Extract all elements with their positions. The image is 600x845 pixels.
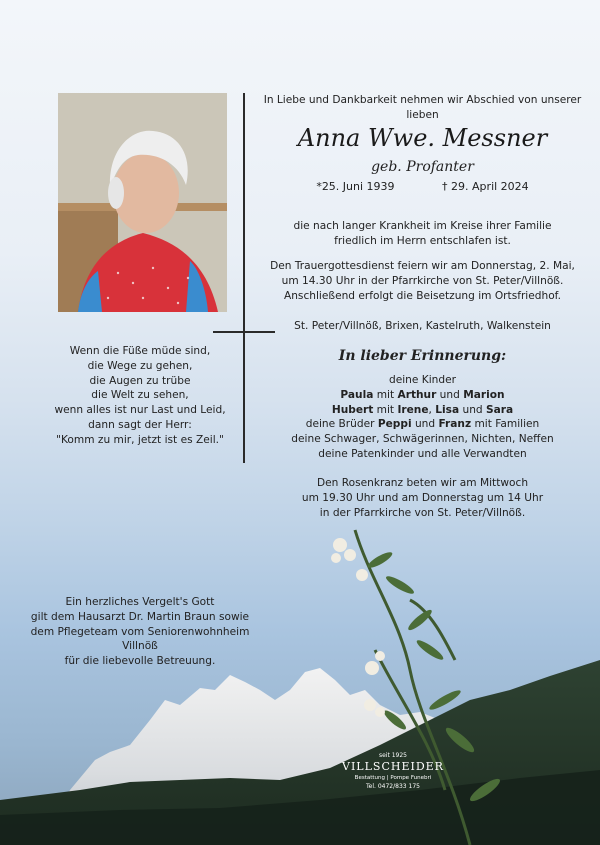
poem [40, 344, 240, 448]
mourners-line: Paula mit Arthur und Marion [340, 388, 505, 401]
passing-line: friedlich im Herrn entschlafen ist. [334, 234, 511, 247]
poem-line: die Welt zu sehen, [91, 389, 189, 402]
undertaker-logo [333, 752, 453, 791]
mourners-line: deine Schwager, Schwägerinnen, Nichten, Neffen [291, 433, 554, 446]
cross-vertical-bar [243, 93, 245, 463]
undertaker-sub: Bestattung | Pompe Funebri [354, 775, 432, 781]
undertaker-phone: Tel. 0472/833 175 [366, 783, 420, 790]
rosary-line: in der Pfarrkirche von St. Peter/Villnöß. [319, 506, 526, 519]
passing-text [250, 219, 595, 249]
rosary-line: um 19.30 Uhr und am Donnerstag um 14 Uhr [301, 491, 544, 504]
portrait-image [58, 93, 227, 312]
deceased-name: Anna Wwe. Messner [297, 124, 548, 152]
memory-heading: In lieber Erinnerung: [338, 348, 507, 364]
poem-line: Wenn die Füße müde sind, [69, 345, 211, 357]
places-text: St. Peter/Villnöß, Brixen, Kastelruth, Walkenstein [294, 320, 551, 332]
poem-line: dann sagt der Herr: [88, 418, 192, 431]
undertaker-est: seit 1925 [378, 752, 407, 759]
poem-line: wenn alles ist nur Last und Leid, [54, 404, 226, 417]
poem-line: die Augen zu trübe [89, 374, 191, 387]
undertaker-name: VILLSCHEIDER [342, 760, 444, 773]
thanks-line: dem Pflegeteam vom Seniorenwohnheim Villnöß [30, 625, 250, 653]
death-date: † 29. April 2024 [442, 180, 529, 193]
thanks-line: für die liebevolle Betreuung. [64, 655, 216, 668]
mourners-line: deine Brüder Peppi und Franz mit Familien [305, 418, 540, 431]
mourners-line: deine Patenkinder und alle Verwandten [318, 447, 527, 460]
birth-name: geb. Profanter [371, 159, 474, 175]
funeral-service-text [250, 259, 595, 303]
service-line: Anschließend erfolgt die Beisetzung im Ortsfriedhof. [283, 289, 562, 302]
thanks-text [20, 595, 260, 669]
mourners-line: deine Kinder [389, 374, 456, 386]
thanks-line: gilt dem Hausarzt Dr. Martin Braun sowie [30, 610, 250, 623]
life-dates [250, 180, 595, 195]
service-line: um 14.30 Uhr in der Pfarrkirche von St. Peter/Villnöß. [281, 274, 564, 287]
birth-date: *25. Juni 1939 [316, 180, 395, 193]
service-line: Den Trauergottesdienst feiern wir am Donnerstag, 2. Mai, [270, 260, 575, 272]
mourners-line: Hubert mit Irene, Lisa und Sara [331, 403, 514, 416]
thanks-line: Ein herzliches Vergelt's Gott [65, 596, 215, 608]
rosary-line: Den Rosenkranz beten wir am Mittwoch [316, 477, 529, 489]
intro-text: In Liebe und Dankbarkeit nehmen wir Abschied von unserer lieben [263, 94, 582, 121]
portrait-photo [58, 93, 227, 312]
passing-line: die nach langer Krankheit im Kreise ihrer Familie [293, 220, 552, 232]
mourners-list [250, 373, 595, 462]
poem-line: "Komm zu mir, jetzt ist es Zeil." [56, 433, 224, 446]
poem-line: die Wege zu gehen, [87, 359, 193, 372]
rosary-text [250, 476, 595, 520]
